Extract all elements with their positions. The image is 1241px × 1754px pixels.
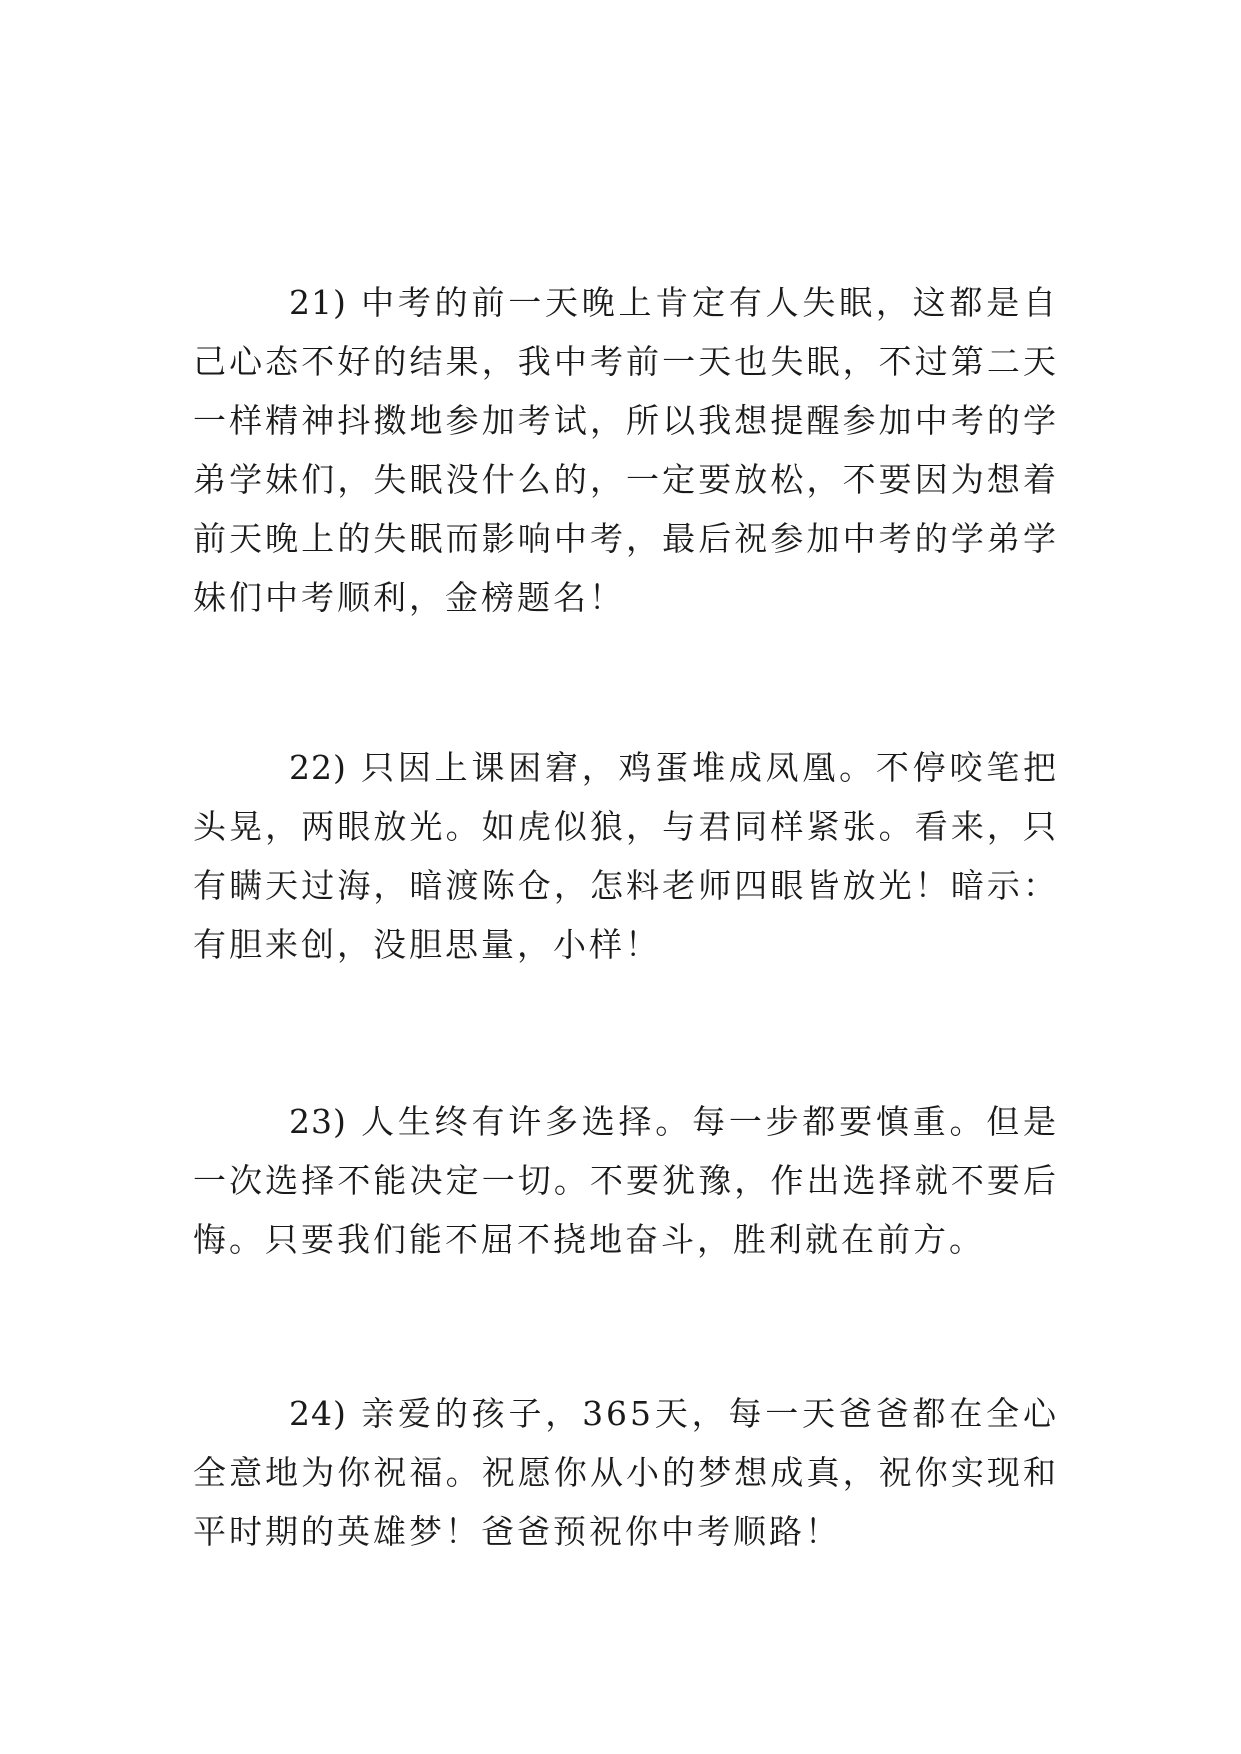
paragraph-number: 24)	[289, 1394, 347, 1433]
paragraph-number: 23)	[289, 1102, 347, 1141]
paragraph-text: 人生终有许多选择。每一步都要慎重。但是一次选择不能决定一切。不要犹豫，作出选择就不要后悔。只要我们能不屈不挠地奋斗，胜利就在前方。	[193, 1102, 1059, 1259]
paragraph-24	[193, 1384, 1059, 1561]
paragraph-text: 亲爱的孩子，365天，每一天爸爸都在全心全意地为你祝福。祝愿你从小的梦想成真，祝你实现和平时期的英雄梦！爸爸预祝你中考顺路！	[193, 1394, 1059, 1551]
paragraph-22	[193, 738, 1059, 974]
paragraph-text: 只因上课困窘，鸡蛋堆成凤凰。不停咬笔把头晃，两眼放光。如虎似狼，与君同样紧张。看来，只有瞒天过海，暗渡陈仓，怎料老师四眼皆放光！暗示：有胆来创，没胆思量，小样！	[193, 748, 1059, 964]
paragraph-number: 21)	[289, 283, 347, 322]
paragraph-23	[193, 1092, 1059, 1269]
paragraph-text: 中考的前一天晚上肯定有人失眠，这都是自己心态不好的结果，我中考前一天也失眠，不过第二天一样精神抖擞地参加考试，所以我想提醒参加中考的学弟学妹们，失眠没什么的，一定要放松，不要因为想着前天晚上的失眠而影响中考，最后祝参加中考的学弟学妹们中考顺利，金榜题名！	[193, 283, 1059, 617]
paragraph-21	[193, 273, 1059, 627]
paragraph-number: 22)	[289, 748, 347, 787]
